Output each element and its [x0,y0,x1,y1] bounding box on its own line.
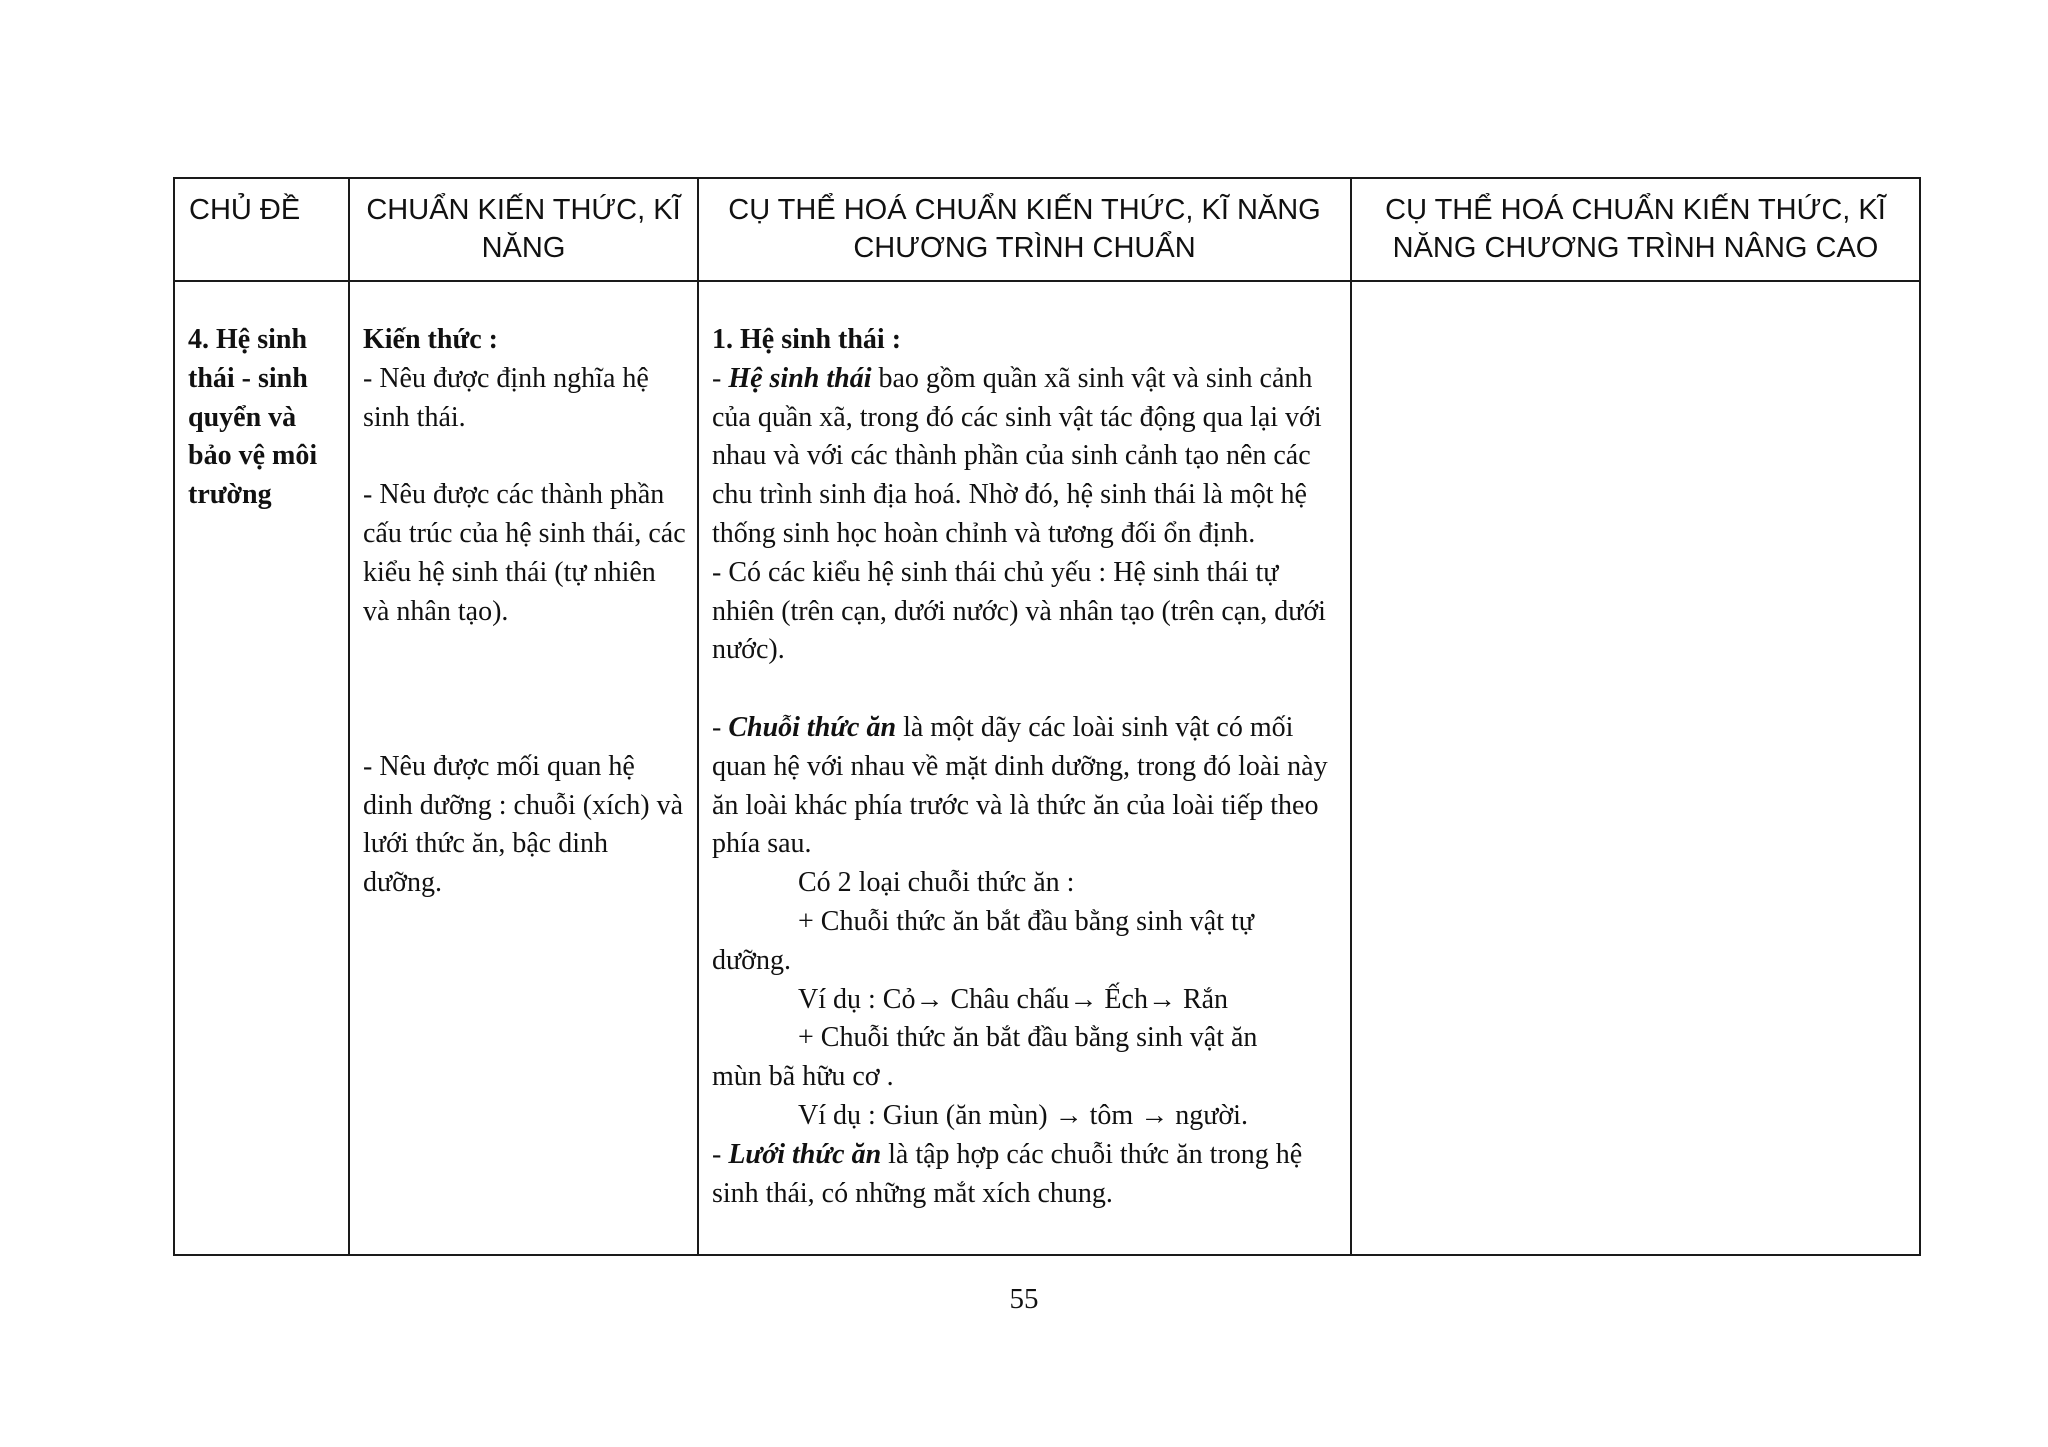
food-chain-example-1: Ví dụ : Cỏ→ Châu chấu→ Ếch→ Rắn [798,983,1229,1015]
advanced-program-cell [1351,281,1920,1255]
header-advanced-program: CỤ THỂ HOÁ CHUẨN KIẾN THỨC, KĨ NĂNG CHƯƠNG TRÌNH NÂNG CAO [1351,178,1920,281]
definition-term: Hệ sinh thái [728,362,872,394]
food-chain-definition [712,709,1340,864]
food-web-term: Lưới thức ăn [728,1138,882,1170]
standard-cell [349,281,698,1255]
standard-program-cell [698,281,1351,1255]
food-chain-text: là một dãy các loài sinh vật có mối quan hệ với nhau về mặt dinh dưỡng, trong đó loài này ăn loài khác phía trước và là thức ăn của loài tiếp theo phía sau. [712,711,1328,860]
page-number: 55 [1009,1283,1039,1315]
food-chain-example-2: Ví dụ : Giun (ăn mùn) → tôm → người. [798,1099,1248,1131]
standard-item-nutrition: - Nêu được mối quan hệ dinh dưỡng : chuỗi (xích) và lưới thức ăn, bậc dinh dưỡng. [363,750,684,899]
table-header-row [174,178,1920,281]
table-row [174,281,1920,1255]
section-heading: 1. Hệ sinh thái : [712,324,902,355]
curriculum-table [173,177,1921,1256]
ecosystem-types: - Có các kiểu hệ sinh thái chủ yếu : Hệ sinh thái tự nhiên (trên cạn, dưới nước) và nhân tạo (trên cạn, dưới nước). [712,556,1326,666]
header-standard: CHUẨN KIẾN THỨC, KĨ NĂNG [349,178,698,281]
ecosystem-definition [712,360,1340,554]
food-web-text: là tập hợp các chuỗi thức ăn trong hệ sinh thái, có những mắt xích chung. [712,1138,1303,1209]
food-chain-type-2-cont: mùn bã hữu cơ . [712,1061,894,1093]
header-standard-program: CỤ THỂ HOÁ CHUẨN KIẾN THỨC, KĨ NĂNG CHƯƠNG TRÌNH CHUẨN [698,178,1351,281]
header-topic: CHỦ ĐỀ [174,178,349,281]
standard-item-definition: - Nêu được định nghĩa hệ sinh thái. [363,362,649,433]
food-chain-type-1: + Chuỗi thức ăn bắt đầu bằng sinh vật tự [798,905,1254,937]
standard-heading: Kiến thức : [363,324,499,355]
standard-item-structure: - Nêu được các thành phần cấu trúc của hệ sinh thái, các kiểu hệ sinh thái (tự nhiên và nhân tạo). [363,479,686,627]
food-chain-term: Chuỗi thức ăn [728,711,897,743]
definition-dash: - [712,362,729,394]
food-chain-dash: - [712,711,729,743]
food-chain-type-1-cont: dưỡng. [712,944,791,976]
topic-title: 4. Hệ sinh thái - sinh quyển và bảo vệ môi trường [188,324,318,511]
definition-text: bao gồm quần xã sinh vật và sinh cảnh của quần xã, trong đó các sinh vật tác động qua lại với nhau và với các thành phần của sinh cảnh tạo nên các chu trình sinh địa hoá. Nhờ đó, hệ sinh thái là một hệ thống sinh học hoàn chỉnh và tương đối ổn định. [712,362,1322,549]
food-chain-type-2: + Chuỗi thức ăn bắt đầu bằng sinh vật ăn [798,1022,1258,1054]
food-web-dash: - [712,1138,729,1170]
food-chain-two-types: Có 2 loại chuỗi thức ăn : [798,867,1075,899]
topic-cell [174,281,349,1255]
food-web-definition [712,1136,1340,1214]
